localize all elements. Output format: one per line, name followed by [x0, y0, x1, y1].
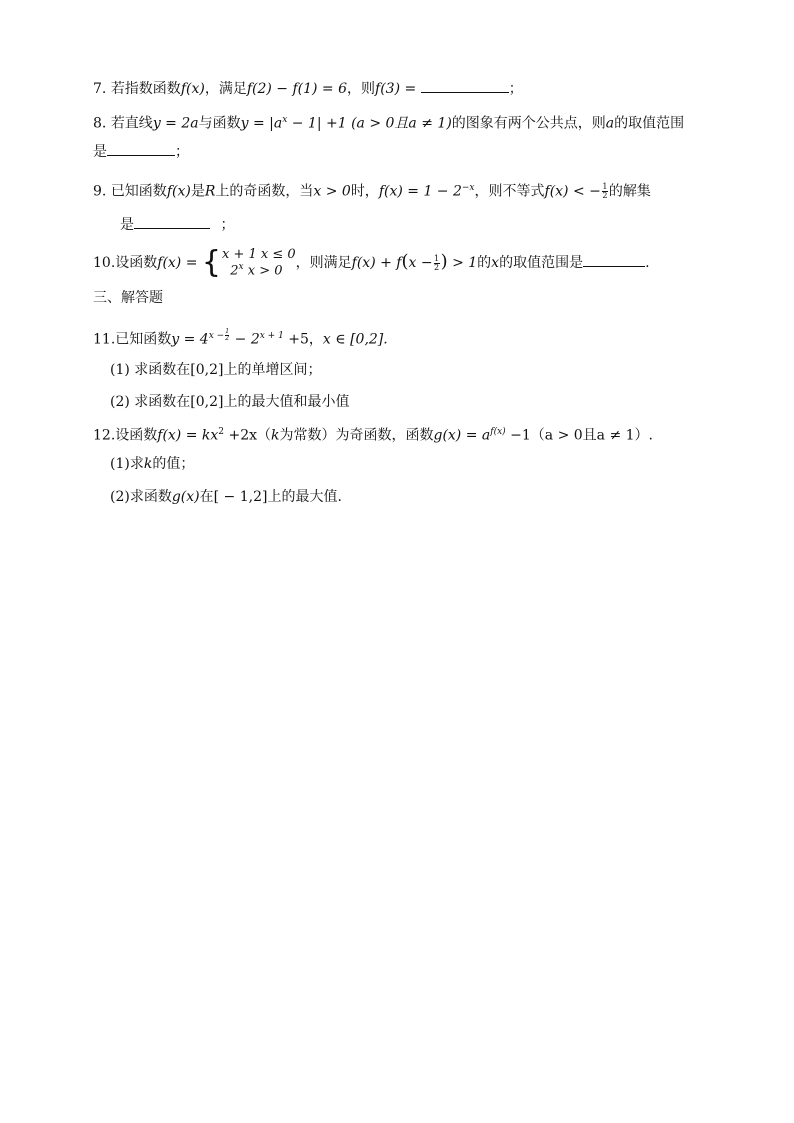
q8-line-eq: y = 2a	[152, 115, 199, 132]
q8-func-tail: − 1| +1 (a > 0且a ≠ 1)	[287, 115, 452, 132]
q9-fraction: $\frac{1}{2}$	[602, 182, 608, 201]
q11-sub-2: (2) 求函数在[0,2]上的最大值和最小值	[110, 394, 350, 410]
question-8: 8. 若直线y = 2a与函数$y = |a^x - 1| +1$ (a > 0且a ≠ 1)的图象有两个公共点，则a的取值范围	[93, 115, 685, 132]
question-12	[93, 422, 653, 446]
q12-gtail: −1（a > 0且a ≠ 1）.	[505, 427, 653, 444]
q9-def-exp: −x	[461, 183, 475, 193]
q11-exp-1: x − 1 2	[208, 328, 230, 342]
q9-answer-blank[interactable]	[134, 214, 210, 229]
q11-mid: − 2	[230, 331, 260, 348]
q11-number: 11.	[93, 331, 116, 348]
q12-sq: 2	[218, 427, 225, 437]
q7-text-cond: ，满足	[204, 81, 247, 97]
q7-text: 若指数函数	[110, 81, 181, 97]
q10-expr-b: x −	[408, 255, 433, 271]
q9-number: 9.	[93, 183, 107, 200]
question-9-line2	[120, 214, 234, 235]
q10-answer-blank[interactable]	[583, 252, 645, 267]
q11-sub-1: (1) 求函数在[0,2]上的单增区间；	[110, 362, 322, 378]
q9-R: R	[204, 183, 216, 200]
q11-exp-2: x + 1	[259, 331, 284, 341]
q10-end: .	[645, 255, 650, 271]
q10-text-b: ，则满足	[295, 255, 352, 271]
q10-text-d: 的取值范围是	[499, 255, 584, 271]
q7-text-then: ，则	[347, 81, 376, 97]
q7-answer-blank[interactable]	[421, 78, 509, 93]
q9-text-f: 的解集	[608, 183, 651, 200]
q8-text-c: 的图象有两个公共点，则	[451, 115, 606, 132]
q7-fx: f(x)	[180, 81, 205, 97]
q8-text-d: 的取值范围	[614, 115, 685, 132]
q8-line2-text: 是	[93, 144, 107, 160]
q9-line2-text: 是	[120, 217, 134, 233]
q9-end: ；	[220, 217, 235, 233]
q12-plus: +2x（	[224, 427, 271, 444]
q9-text-c: 上的奇函数，当	[215, 183, 314, 200]
q10-case-2: 2$^x$ x > 0	[230, 262, 283, 279]
q10-expr-a: f(x) + f	[351, 255, 402, 271]
q10-brace: {	[201, 245, 221, 280]
q7-number: 7.	[93, 81, 107, 97]
q12-sub-1: (1)求k的值；	[110, 456, 195, 472]
q10-text-c: 的	[477, 255, 492, 271]
q11-domain: x ∈ [0,2].	[322, 331, 388, 348]
q12-k: k	[271, 427, 280, 444]
q8-number: 8.	[93, 115, 107, 132]
q9-cond: x > 0	[313, 183, 351, 200]
q12-fx: f(x) = kx	[157, 427, 219, 444]
q9-text-d: 时，	[350, 183, 379, 200]
q12-text-b: 为常数）为奇函数，函数	[279, 427, 434, 444]
q8-end: ；	[175, 144, 189, 160]
q7-ask: f(3) =	[375, 81, 417, 97]
q10-var: x	[491, 255, 500, 271]
q10-expr-c: > 1	[447, 255, 478, 271]
q12-gx: g(x) = a	[433, 427, 491, 444]
question-8-line2	[93, 141, 189, 162]
q8-answer-blank[interactable]	[107, 141, 175, 156]
q10-fx: f(x) =	[157, 255, 198, 271]
q12-gexp: f(x)	[490, 427, 506, 437]
question-7	[93, 78, 523, 99]
q8-func: y = |a	[240, 115, 283, 132]
q9-text-a: 已知函数	[110, 183, 167, 200]
question-9	[93, 178, 651, 202]
q8-text-a: 若直线	[110, 115, 153, 132]
q11-y: y = 4	[171, 331, 209, 348]
q8-text-b: 与函数	[198, 115, 241, 132]
q7-end: ；	[508, 81, 523, 97]
q10-text-a: 设函数	[115, 255, 158, 271]
q10-piecewise	[201, 245, 296, 280]
q11-tail: +5，	[283, 331, 323, 348]
q9-fx: f(x)	[166, 183, 191, 200]
question-11	[93, 326, 388, 350]
q10-fraction: $\frac{1}{2}$	[434, 253, 440, 272]
q9-ineq: f(x) < −	[544, 183, 601, 200]
q9-text-e: ，则不等式	[474, 183, 545, 200]
q9-def: f(x) = 1 − 2	[378, 183, 462, 200]
q12-text-a: 设函数	[115, 427, 158, 444]
q12-sub-2: (2)求函数g(x)在[ − 1,2]上的最大值.	[110, 489, 342, 505]
q11-text-a: 已知函数	[115, 331, 172, 348]
q10-number: 10.	[93, 255, 116, 271]
q7-condition: f(2) − f(1) = 6	[246, 81, 348, 97]
q9-text-b: 是	[190, 183, 205, 200]
section-3-heading: 三、解答题	[93, 290, 163, 306]
question-10: 10.设函数f(x) = { x + 1 x ≤ 0 2$^x$ x > 0 ，则满足f(x) + f(x − $\frac{1}{2}$ ) > 1的x的取值范围是 .	[93, 245, 650, 280]
q10-case-1: x + 1 x ≤ 0	[222, 247, 296, 263]
q12-number: 12.	[93, 427, 116, 444]
q8-var: a	[605, 115, 615, 132]
